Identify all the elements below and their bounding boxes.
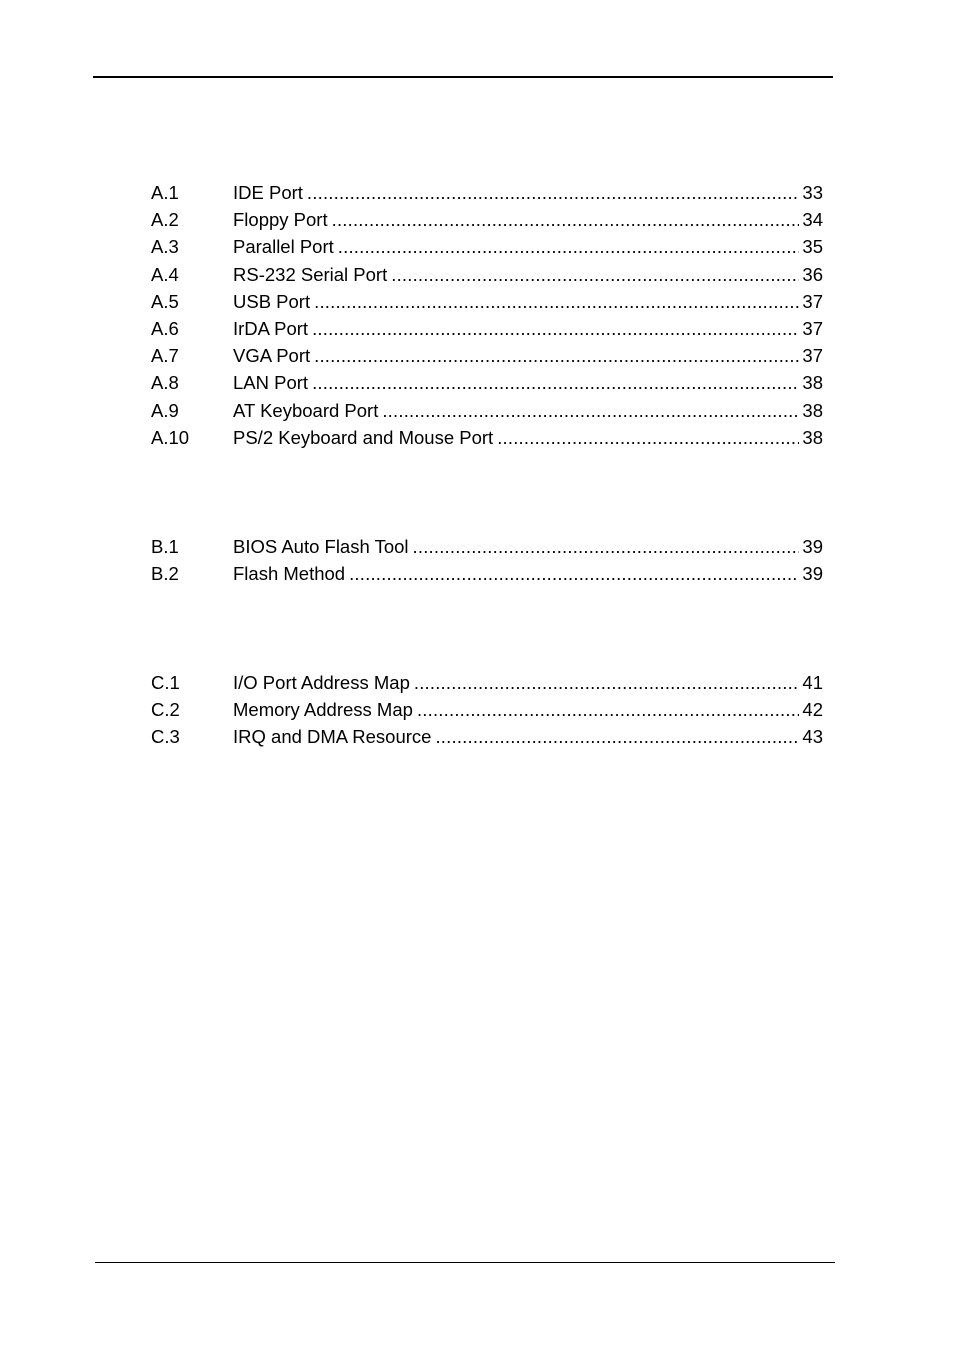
toc-entry[interactable]	[151, 179, 823, 206]
dot-leader	[312, 369, 799, 396]
entry-page: 34	[802, 209, 823, 231]
dot-leader	[314, 288, 799, 315]
entry-number: B.2	[151, 563, 179, 585]
dot-leader	[312, 315, 799, 342]
toc-entry[interactable]	[151, 560, 823, 587]
entry-title: USB Port	[233, 290, 311, 312]
dot-leader	[307, 179, 800, 206]
dot-leader	[314, 342, 799, 369]
toc-entry[interactable]	[151, 233, 823, 260]
entry-title: BIOS Auto Flash Tool	[233, 536, 409, 557]
dot-leader	[414, 669, 800, 696]
toc-entry[interactable]	[151, 696, 823, 723]
entry-number: A.7	[151, 345, 179, 367]
entry-page: 43	[802, 726, 823, 748]
toc-section-c	[151, 669, 823, 751]
entry-number: A.2	[151, 209, 179, 231]
entry-page: 36	[802, 263, 823, 285]
entry-title: I/O Port Address Map	[233, 672, 410, 693]
entry-title: VGA Port	[233, 345, 311, 367]
toc-entry[interactable]	[151, 369, 823, 396]
dot-leader	[338, 233, 800, 260]
entry-page: 38	[802, 399, 823, 421]
entry-title: IrDA Port	[233, 317, 309, 339]
dot-leader	[497, 424, 799, 451]
toc-entry[interactable]	[151, 261, 823, 288]
entry-page: 37	[802, 345, 823, 367]
toc-entry[interactable]	[151, 723, 823, 750]
entry-number: A.8	[151, 372, 179, 394]
entry-title: LAN Port	[233, 372, 309, 394]
toc-entry[interactable]	[151, 397, 823, 424]
entry-title: IDE Port	[233, 182, 303, 203]
entry-page: 35	[802, 236, 823, 258]
toc-entry[interactable]	[151, 315, 823, 342]
entry-number: A.1	[151, 182, 179, 203]
dot-leader	[391, 261, 799, 288]
entry-title: Memory Address Map	[233, 699, 413, 721]
entry-page: 37	[802, 290, 823, 312]
toc-entry[interactable]	[151, 533, 823, 560]
entry-title: Floppy Port	[233, 209, 328, 231]
entry-number: A.5	[151, 290, 179, 312]
entry-number: C.1	[151, 672, 180, 693]
dot-leader	[435, 723, 799, 750]
entry-page: 33	[802, 182, 823, 203]
entry-page: 39	[802, 563, 823, 585]
entry-number: B.1	[151, 536, 179, 557]
entry-title: RS-232 Serial Port	[233, 263, 388, 285]
entry-title: AT Keyboard Port	[233, 399, 379, 421]
toc-entry[interactable]	[151, 669, 823, 696]
dot-leader	[413, 533, 800, 560]
dot-leader	[349, 560, 799, 587]
entry-number: A.4	[151, 263, 179, 285]
entry-page: 38	[802, 372, 823, 394]
entry-title: Flash Method	[233, 563, 346, 585]
entry-page: 42	[802, 699, 823, 721]
toc-entry[interactable]	[151, 206, 823, 233]
header-rule	[93, 76, 833, 78]
toc-section-b	[151, 533, 823, 587]
toc-entry[interactable]	[151, 288, 823, 315]
entry-number: A.6	[151, 317, 179, 339]
entry-title: IRQ and DMA Resource	[233, 726, 432, 748]
entry-page: 41	[802, 672, 823, 693]
entry-page: 39	[802, 536, 823, 557]
dot-leader	[417, 696, 799, 723]
dot-leader	[332, 206, 800, 233]
dot-leader	[382, 397, 799, 424]
entry-title: Parallel Port	[233, 236, 334, 258]
toc-section-a	[151, 179, 823, 451]
footer-rule	[95, 1262, 835, 1263]
entry-title: PS/2 Keyboard and Mouse Port	[233, 426, 494, 448]
entry-number: C.3	[151, 726, 180, 748]
entry-page: 37	[802, 317, 823, 339]
entry-page: 38	[802, 426, 823, 448]
entry-number: A.3	[151, 236, 179, 258]
toc-entry[interactable]	[151, 342, 823, 369]
toc-entry[interactable]	[151, 424, 823, 451]
entry-number: C.2	[151, 699, 180, 721]
entry-number: A.10	[151, 426, 190, 448]
entry-number: A.9	[151, 399, 179, 421]
